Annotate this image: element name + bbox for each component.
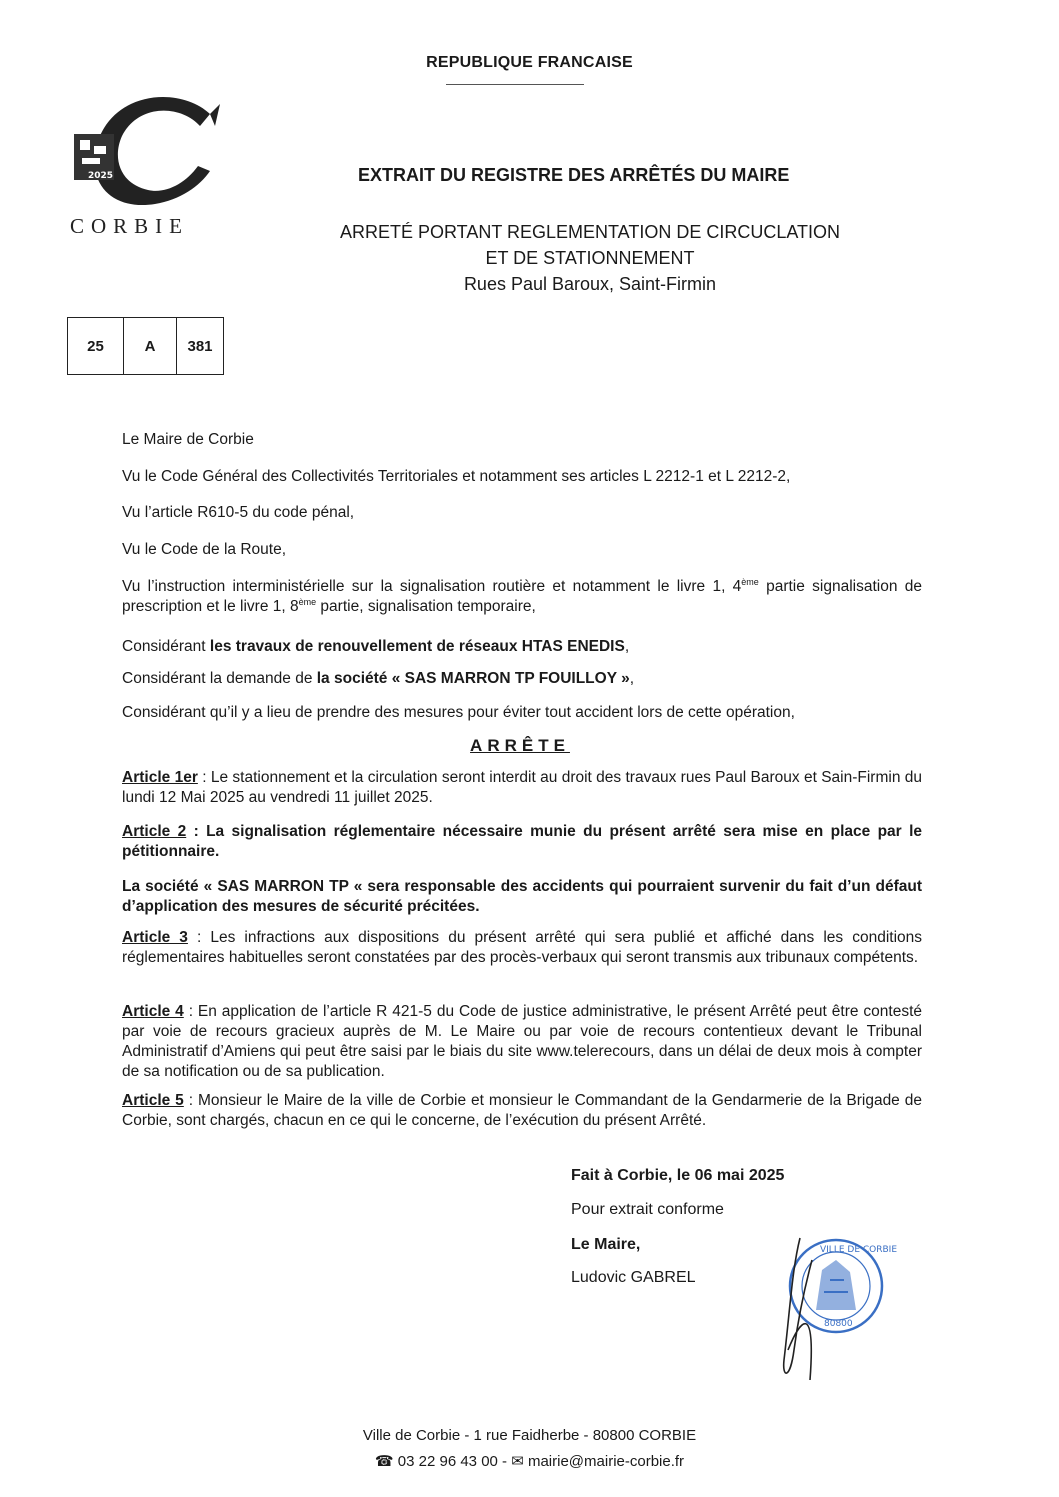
vu-instruction-a: Vu l’instruction interministérielle sur la signalisation routière et notamment le livre 1, 4 [122,578,742,595]
considerant-prefix: Considérant la demande de [122,670,317,687]
footer-contact [0,1452,1059,1470]
title-line-3: Rues Paul Baroux, Saint-Firmin [463,274,717,294]
stamp-text: VILLE DE CORBIE [820,1245,898,1255]
vu-r610: Vu l’article R610-5 du code pénal, [122,504,355,521]
article-5 [122,1091,922,1131]
vu-cgct: Vu le Code Général des Collectivités Territoriales et notamment ses articles L 2212-1 et L 2212-2, [122,468,791,485]
arrete-title [0,219,1059,297]
article-5-text: : Monsieur le Maire de la ville de Corbie et monsieur le Commandant de la Gendarmerie de la Brigade de Corbie, sont chargés, chacun en ce qui le concerne, de l’exécution du présent Arrêté. [122,1092,922,1129]
article-1-label: Article 1er [122,769,198,786]
article-2-text: : La signalisation réglementaire nécessaire munie du présent arrêté sera mise en place par le pétitionnaire. [122,823,922,860]
considerant-demande [122,669,922,689]
footer-separator: - [497,1453,512,1470]
article-5-label: Article 5 [122,1092,184,1109]
divider [446,84,584,85]
considerant-societe-bold: la société « SAS MARRON TP FOUILLOY » [316,670,630,687]
reference-letter: A [124,318,177,374]
superscript: ème [298,596,317,607]
logo-text: CORBIE [70,214,190,238]
republique-heading: REPUBLIQUE FRANCAISE [426,54,633,71]
maire-name: Ludovic GABREL [571,1269,696,1286]
article-2-responsabilite: La société « SAS MARRON TP « sera responsable des accidents qui pourraient survenir du fait d’un défaut d’application des mesures de sécurité précitées. [122,878,922,915]
footer-email[interactable]: mairie@mairie-corbie.fr [527,1453,685,1470]
email-icon: ✉ [511,1453,524,1470]
maire-line: Le Maire de Corbie [122,431,254,448]
considerant-mesures: Considérant qu’il y a lieu de prendre des mesures pour éviter tout accident lors de cette opération, [122,704,795,721]
vu-instruction-b: partie signalisation de prescription et le livre 1, 8 [122,578,922,615]
article-4-label: Article 4 [122,1003,184,1020]
footer-address: Ville de Corbie - 1 rue Faidherbe - 80800 CORBIE [362,1427,697,1444]
punct: , [624,638,630,655]
considerant-prefix: Considérant [122,638,210,655]
le-maire: Le Maire, [571,1236,641,1253]
fait-a-corbie: Fait à Corbie, le 06 mai 2025 [571,1167,785,1184]
arrete-heading: ARRÊTE [470,736,570,755]
pour-extrait: Pour extrait conforme [571,1201,724,1218]
reference-box [67,317,224,375]
article-1-text: : Le stationnement et la circulation seront interdit au droit des travaux rues Paul Baroux et Sain-Firmin du lundi 12 Mai 2025 au vendredi 11 juillet 2025. [122,769,923,806]
reference-year: 25 [68,318,124,374]
article-3-text: : Les infractions aux dispositions du présent arrêté qui sera publié et affiché dans les conditions réglementaires habituelles seront constatées par des procès-verbaux qui seront transmis aux tribunaux compétents. [122,929,923,966]
stamp-code: 80800 [824,1319,853,1329]
article-4 [122,1002,922,1082]
title-line-1: ARRETÉ PORTANT REGLEMENTATION DE CIRCUCLATION [339,222,841,242]
official-stamp [760,1230,900,1390]
superscript: ème [741,576,759,587]
article-1 [122,768,922,808]
punct: , [629,670,635,687]
considerant-travaux [122,637,922,657]
register-title: EXTRAIT DU REGISTRE DES ARRÊTÉS DU MAIRE [358,165,790,185]
article-4-text: : En application de l’article R 421-5 du Code de justice administrative, le présent Arrêté peut être contesté par voie de recours gracieux auprès de M. Le Maire ou par voie de recours contentieux devant le Tribunal Administratif d’Amiens qui peut être saisi par le biais du site www.telerecours, dans un délai de deux mois à compter de sa notification ou de sa publication. [122,1003,922,1080]
article-2-label: Article 2 [122,823,187,840]
footer-phone: 03 22 96 43 00 [397,1453,498,1470]
title-line-2: ET DE STATIONNEMENT [485,248,695,268]
logo-badge: 2025 [88,171,114,181]
vu-instruction [122,577,922,617]
vu-route: Vu le Code de la Route, [122,541,287,558]
phone-icon: ☎ [374,1453,394,1470]
article-3 [122,928,922,968]
article-3-label: Article 3 [122,929,188,946]
reference-number: 381 [187,337,213,355]
considerant-travaux-bold: les travaux de renouvellement de réseaux HTAS ENEDIS [209,638,625,655]
article-2 [122,822,922,862]
vu-instruction-c: partie, signalisation temporaire, [316,598,536,615]
